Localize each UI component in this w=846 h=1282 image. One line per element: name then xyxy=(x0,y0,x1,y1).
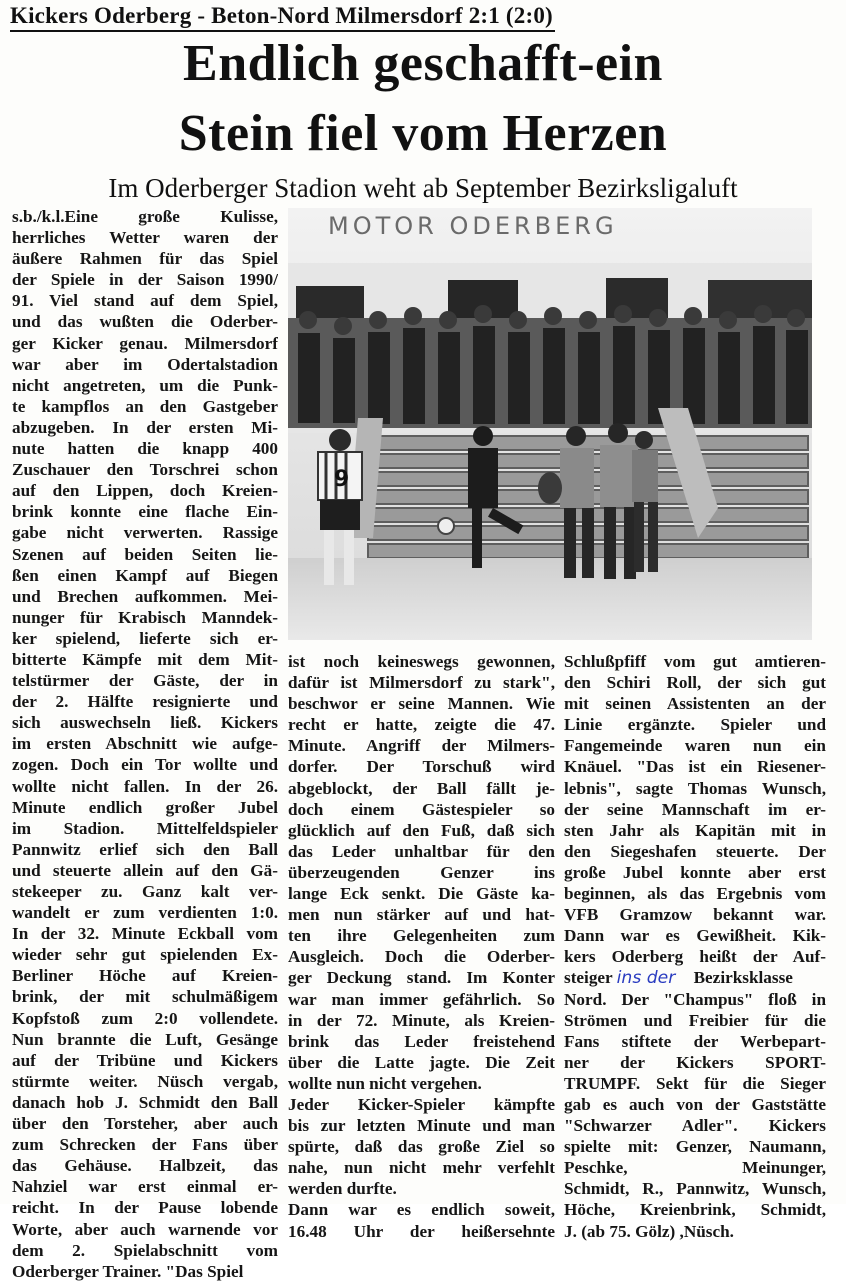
text-line: Jeder Kicker-Spieler kämpfte xyxy=(288,1094,555,1114)
text-line: in der 72. Minute, als Kreien- xyxy=(288,1010,555,1030)
text-line: spielte mit: Genzer, Naumann, xyxy=(564,1137,826,1157)
text-line: Fans stiftete der Werbepart- xyxy=(564,1031,826,1051)
text-line: Dann war es endlich soweit, xyxy=(288,1200,555,1220)
text-line: Pannwitz erlief sich den Ball xyxy=(12,839,278,859)
text-line: nahe, nun nicht mehr verfehlt xyxy=(288,1158,555,1178)
text-line: Linie ergänzte. Spieler und xyxy=(564,715,826,735)
text-line: das Leder unhaltbar für den xyxy=(288,841,555,861)
jersey-number: 9 xyxy=(334,467,350,492)
text-line: Strömen und Freibier für die xyxy=(564,1010,826,1030)
text-line: der 2. Hälfte resignierte und xyxy=(12,692,278,712)
text-line: telstürmer der Gäste, der in xyxy=(12,671,278,691)
text-fragment: steiger xyxy=(564,968,613,988)
text-line: kers Oderberg heißt der Auf- xyxy=(564,947,826,967)
text-line: mit seinen Assistenten an der xyxy=(564,694,826,714)
text-line: "Schwarzer Adler". Kickers xyxy=(564,1116,826,1136)
text-line: auf den Lippen, doch Kreien- xyxy=(12,481,278,501)
match-result-kicker: Kickers Oderberg - Beton-Nord Milmersdorf 2:1 (2:0) xyxy=(10,2,555,32)
text-line: ner der Kickers SPORT- xyxy=(564,1052,826,1072)
text-line: Nun brannte die Luft, Gesänge xyxy=(12,1029,278,1049)
text-fragment: Bezirksklasse xyxy=(693,968,793,988)
text-line: ten ihre Gelegenheiten zum xyxy=(288,926,555,946)
text-line: Höche, Kreienbrink, Schmidt, xyxy=(564,1200,826,1220)
text-line: und Brechen aufkommen. Mei- xyxy=(12,586,278,606)
text-line: sten Jahr als Kapitän mit in xyxy=(564,820,826,840)
text-line: den Siegeshafen steuerte. Der xyxy=(564,841,826,861)
text-line: herrliches Wetter waren der xyxy=(12,228,278,248)
text-line: nunger für Krabisch Manndek- xyxy=(12,607,278,627)
text-line: nicht angetreten, um die Punk- xyxy=(12,375,278,395)
text-line: und steuerte allein auf den Gä- xyxy=(12,860,278,880)
text-line: te kampflos an den Gastgeber xyxy=(12,396,278,416)
text-line: glücklich auf den Fuß, daß sich xyxy=(288,820,555,840)
text-line: beschwor er seine Mannen. Wie xyxy=(288,694,555,714)
text-line: den Schiri Roll, der sich gut xyxy=(564,673,826,693)
text-line: Schlußpfiff vom gut amtieren- xyxy=(564,652,826,671)
text-line: abzugeben. In der ersten Mi- xyxy=(12,417,278,437)
text-line: zogen. Doch ein Tor wollte und xyxy=(12,755,278,775)
text-line: spürte, daß das große Ziel so xyxy=(288,1137,555,1157)
text-line: ker spielend, lieferte sich er- xyxy=(12,628,278,648)
text-line: und das wußten die Oderber- xyxy=(12,312,278,332)
text-line: über den Torsteher, aber auch xyxy=(12,1114,278,1134)
text-line: stekeeper zu. Ganz kalt ver- xyxy=(12,882,278,901)
text-line: Knäuel. "Das ist ein Riesener- xyxy=(564,757,826,777)
text-line: reicht. In der Pause lobende xyxy=(12,1198,278,1218)
text-line: Minute. Angriff der Milmers- xyxy=(288,736,555,756)
text-line: dem 2. Spielabschnitt vom xyxy=(12,1240,278,1260)
text-line: doch einem Gästespieler so xyxy=(288,799,555,819)
text-line: stürmte weiter. Nüsch vergab, xyxy=(12,1071,278,1091)
match-photo-graphic xyxy=(288,208,812,640)
text-line: brink das Leder freistehend xyxy=(288,1031,555,1051)
text-line: abgeblockt, der Ball fällt je- xyxy=(288,778,555,798)
text-line: Nahziel war erst einmal er- xyxy=(12,1177,278,1197)
text-line: wollte nicht fallen. In der 26. xyxy=(12,776,278,796)
subheadline: Im Oderberger Stadion weht ab September Bezirksligaluft xyxy=(108,173,738,203)
text-line: Dann war es Gewißheit. Kik- xyxy=(564,926,826,946)
text-line: TRUMPF. Sekt für die Sieger xyxy=(564,1073,826,1093)
text-line: brink konnte eine flache Ein- xyxy=(12,502,278,522)
text-line: 16.48 Uhr der heißersehnte xyxy=(288,1221,555,1241)
text-line: Kopfstoß zum 2:0 vollendete. xyxy=(12,1008,278,1028)
text-line: ger Kicker genau. Milmersdorf xyxy=(12,333,278,353)
article-column-3 xyxy=(564,651,826,1242)
text-line: zum Schrecken der Fans über xyxy=(12,1135,278,1155)
text-line: der seine Mannschaft im er- xyxy=(564,799,826,819)
text-line: Minute endlich großer Jubel xyxy=(12,797,278,817)
text-line: s.b./k.l.Eine große Kulisse, xyxy=(12,207,278,226)
text-line: das Gehäuse. Halbzeit, das xyxy=(12,1156,278,1176)
text-line: wollte nun nicht vergehen. xyxy=(288,1073,482,1093)
text-line: Schmidt, R., Pannwitz, Wunsch, xyxy=(564,1179,826,1199)
text-line: im Stadion. Mittelfeldspieler xyxy=(12,818,278,838)
text-line: werden durfte. xyxy=(288,1179,397,1199)
text-line: Ausgleich. Doch die Oderber- xyxy=(288,947,555,967)
text-line: dorfer. Der Torschuß wird xyxy=(288,757,555,777)
text-line: Berliner Höche auf Kreien- xyxy=(12,966,278,986)
text-line: Worte, aber auch warnende vor xyxy=(12,1219,278,1239)
headline-line-2: Stein fiel vom Herzen xyxy=(178,105,668,162)
stadium-sign: MOTOR ODERBERG xyxy=(328,212,618,240)
text-line: war man immer gefährlich. So xyxy=(288,989,555,1009)
text-line: gabe nicht verwerten. Rassige xyxy=(12,523,278,543)
text-line: recht er hatte, zeigte die 47. xyxy=(288,715,555,735)
text-line: ist noch keineswegs gewonnen, xyxy=(288,652,555,671)
headline-line-1: Endlich geschafft-ein xyxy=(183,35,663,92)
text-line: Oderberger Trainer. "Das Spiel xyxy=(12,1261,244,1281)
text-line: J. (ab 75. Gölz) ,Nüsch. xyxy=(564,1221,734,1241)
article-column-1 xyxy=(12,206,278,1282)
text-line: Peschke, Meinunger, xyxy=(564,1158,826,1178)
text-line: Fangemeinde waren nun ein xyxy=(564,736,826,756)
text-line: Zuschauer den Torschrei schon xyxy=(12,460,278,480)
text-line: war aber im Odertalstadion xyxy=(12,354,278,374)
text-line: große Jubel konnte aber erst xyxy=(564,862,826,882)
article-column-2 xyxy=(288,651,555,1242)
text-line: überzeugenden Genzer ins xyxy=(288,862,555,882)
text-line: Nord. Der "Champus" floß in xyxy=(564,989,826,1009)
text-line: lebnis", sagte Thomas Wunsch, xyxy=(564,778,826,798)
text-line: gab es auch von der Gaststätte xyxy=(564,1094,826,1114)
text-line: nute hatten die knapp 400 xyxy=(12,439,278,459)
text-line: sich auswechseln ließ. Kickers xyxy=(12,713,278,733)
text-line: im ersten Abschnitt wie aufge- xyxy=(12,734,278,754)
text-line: beginnen, als das Ergebnis vom xyxy=(564,884,826,904)
text-line: über die Latte jagte. Die Zeit xyxy=(288,1052,555,1072)
text-line: brink, der mit schulmäßigem xyxy=(12,987,278,1007)
text-line: wandelt er zum verdienten 1:0. xyxy=(12,903,278,923)
text-line: lange Eck senkt. Die Gäste ka- xyxy=(288,884,555,904)
text-line: wieder sehr gut spielenden Ex- xyxy=(12,945,278,965)
text-line: äußere Rahmen für das Spiel xyxy=(12,249,278,269)
text-line: ßen einen Kampf auf Biegen xyxy=(12,565,278,585)
text-line: ger Deckung stand. Im Konter xyxy=(288,968,555,988)
text-line-with-handwriting xyxy=(564,967,826,988)
handwritten-correction: ins der xyxy=(616,968,676,989)
match-photo xyxy=(288,208,812,640)
text-line: men nun stärker auf und hat- xyxy=(288,905,555,925)
text-line: bis zur letzten Minute und man xyxy=(288,1116,555,1136)
text-line: VFB Gramzow bekannt war. xyxy=(564,905,826,925)
text-line: danach hob J. Schmidt den Ball xyxy=(12,1092,278,1112)
text-line: der Spiele in der Saison 1990/ xyxy=(12,270,278,290)
text-line: Szenen auf beiden Seiten lie- xyxy=(12,544,278,564)
text-line: In der 32. Minute Eckball vom xyxy=(12,924,278,944)
text-line: dafür ist Milmersdorf zu stark", xyxy=(288,673,555,693)
text-line: auf der Tribüne und Kickers xyxy=(12,1050,278,1070)
text-line: 91. Viel stand auf dem Spiel, xyxy=(12,291,278,311)
text-line: bitterte Kämpfe mit dem Mit- xyxy=(12,649,278,669)
